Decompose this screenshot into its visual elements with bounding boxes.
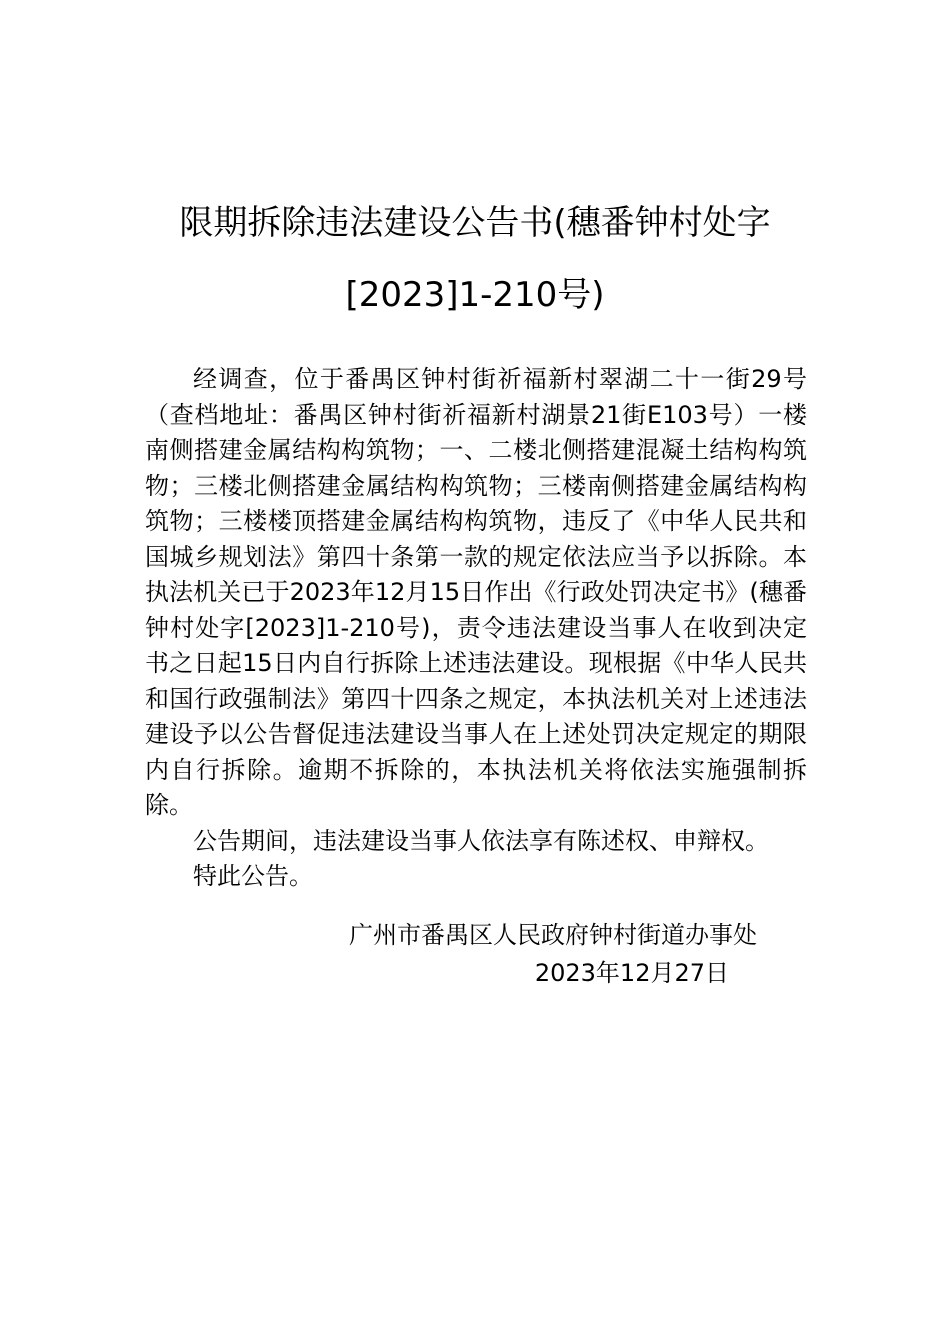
signature-block	[145, 916, 757, 992]
issue-date: 2023年12月27日	[534, 959, 729, 987]
document-title-line-2: [2023]1-210号)	[345, 275, 605, 315]
document-body	[145, 362, 807, 895]
body-paragraph-main: 经调查，位于番禺区钟村街祈福新村翠湖二十一街29号（查档地址：番禺区钟村街祈福新村湖景21街E103号）一楼南侧搭建金属结构构筑物；一、二楼北侧搭建混凝土结构构筑物；三楼北侧搭建金属结构构筑物；三楼南侧搭建金属结构构筑物；三楼楼顶搭建金属结构构筑物，违反了《中华人民共和国城乡规划法》第四十条第一款的规定依法应当予以拆除。本执法机关已于2023年12月15日作出《行政处罚决定书》(穗番钟村处字[2023]1-210号)，责令违法建设当事人在收到决定书之日起15日内自行拆除上述违法建设。现根据《中华人民共和国行政强制法》第四十四条之规定，本执法机关对上述违法建设予以公告督促违法建设当事人在上述处罚决定规定的期限内自行拆除。逾期不拆除的，本执法机关将依法实施强制拆除。	[145, 365, 807, 819]
body-paragraph-rights: 公告期间，违法建设当事人依法享有陈述权、申辩权。	[193, 826, 769, 855]
document-title-line-1: 限期拆除违法建设公告书(穗番钟村处字	[179, 203, 771, 243]
body-paragraph-closing: 特此公告。	[193, 862, 313, 890]
issuer-name: 广州市番禺区人民政府钟村街道办事处	[349, 921, 757, 949]
